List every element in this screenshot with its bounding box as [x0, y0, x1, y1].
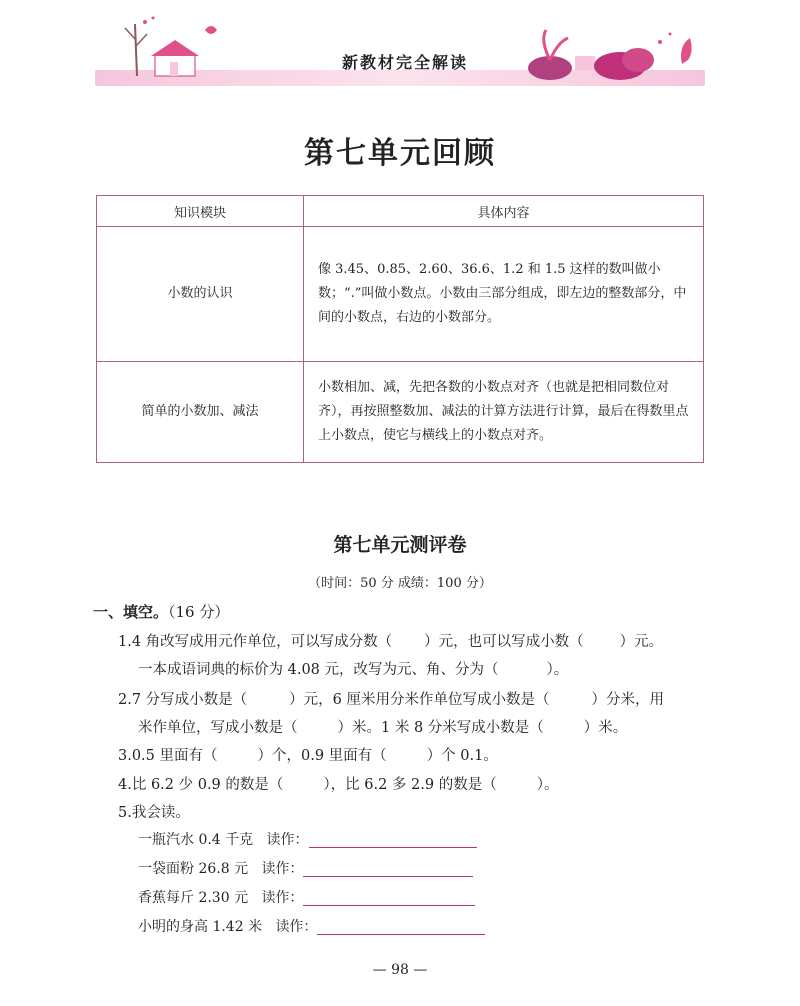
column-header-module: 知识模块: [97, 196, 304, 227]
q1-text-d: 一本成语词典的标价为 4.08 元，改写为元、角、分为（: [138, 662, 499, 678]
book-title: 新教材完全解读: [341, 53, 468, 72]
read-item-text: 一瓶汽水 0.4 千克: [138, 832, 254, 848]
q2-text-c: ）分米，用: [591, 692, 665, 708]
q3-text-b: ）个，0.9 里面有（: [257, 748, 387, 764]
question-1-cont: [138, 658, 568, 679]
q2-text-b: ）元，6 厘米用分米作单位写成小数是（: [289, 692, 550, 708]
answer-line[interactable]: [317, 918, 485, 935]
review-table: [96, 195, 704, 463]
q1-text-a: 1.4 角改写成用元作单位，可以写成分数（: [118, 634, 393, 650]
section-heading: [93, 601, 229, 622]
table-header-row: [97, 196, 704, 227]
table-row: [97, 227, 704, 362]
header-banner: [95, 10, 705, 88]
read-item-text: 一袋面粉 26.8 元: [138, 861, 249, 877]
read-item: [138, 829, 477, 849]
read-item: [138, 887, 475, 907]
content-cell: 小数相加、减，先把各数的小数点对齐（也就是把相同数位对齐），再按照整数加、减法的计算方法进行计算，最后在得数里点上小数点，使它与横线上的小数点对齐。: [304, 362, 704, 463]
q4-text-c: ）。: [536, 777, 559, 793]
module-label: 简单的小数加、减法: [141, 404, 259, 419]
section-label: 一、填空。: [93, 603, 169, 621]
question-3: [118, 744, 498, 765]
question-1: [118, 630, 663, 651]
plants-clouds-illustration: [520, 20, 705, 82]
answer-line[interactable]: [309, 831, 477, 848]
read-label: 读作：: [266, 832, 309, 848]
q2-text-e: ）米。1 米 8 分米写成小数是（: [337, 720, 544, 736]
house-tree-illustration: [115, 10, 235, 80]
q4-text-a: 4.比 6.2 少 0.9 的数是（: [118, 777, 284, 793]
read-item: [138, 916, 485, 936]
q2-text-f: ）米。: [583, 720, 628, 736]
module-cell: [97, 362, 304, 463]
question-2: [118, 688, 664, 709]
read-label: 读作：: [261, 890, 304, 906]
question-5: 5.我会读。: [118, 805, 190, 821]
q4-text-b: ），比 6.2 多 2.9 的数是（: [323, 777, 497, 793]
q2-text-a: 2.7 分写成小数是（: [118, 692, 248, 708]
column-header-content: 具体内容: [304, 196, 704, 227]
test-meta: （时间：50 分 成绩：100 分）: [308, 576, 492, 591]
q3-text-c: ）个 0.1。: [426, 748, 498, 764]
answer-line[interactable]: [303, 860, 473, 877]
section-points: （16 分）: [168, 603, 230, 621]
q1-text-b: ）元，也可以写成小数（: [424, 634, 584, 650]
question-4: [118, 773, 558, 794]
read-item: [138, 858, 473, 878]
answer-line[interactable]: [303, 889, 475, 906]
q1-text-c: ）元。: [619, 634, 664, 650]
module-cell: 小数的认识: [97, 227, 304, 362]
read-item-text: 小明的身高 1.42 米: [138, 919, 263, 935]
page-number: — 98 —: [372, 962, 428, 978]
question-2-cont: [138, 716, 627, 737]
read-label: 读作：: [261, 861, 304, 877]
test-title: 第七单元测评卷: [333, 534, 467, 556]
read-label: 读作：: [275, 919, 318, 935]
content-cell: 像 3.45、0.85、2.60、36.6、1.2 和 1.5 这样的数叫做小数；“.”叫做小数点。小数由三部分组成，即左边的整数部分，中间的小数点，右边的小数部分。: [304, 227, 704, 362]
q2-text-d: 米作单位，写成小数是（: [138, 720, 298, 736]
q1-text-e: ）。: [546, 662, 569, 678]
read-item-text: 香蕉每斤 2.30 元: [138, 890, 249, 906]
table-row: [97, 362, 704, 463]
q3-text-a: 3.0.5 里面有（: [118, 748, 218, 764]
page-title: 第七单元回顾: [304, 136, 496, 171]
